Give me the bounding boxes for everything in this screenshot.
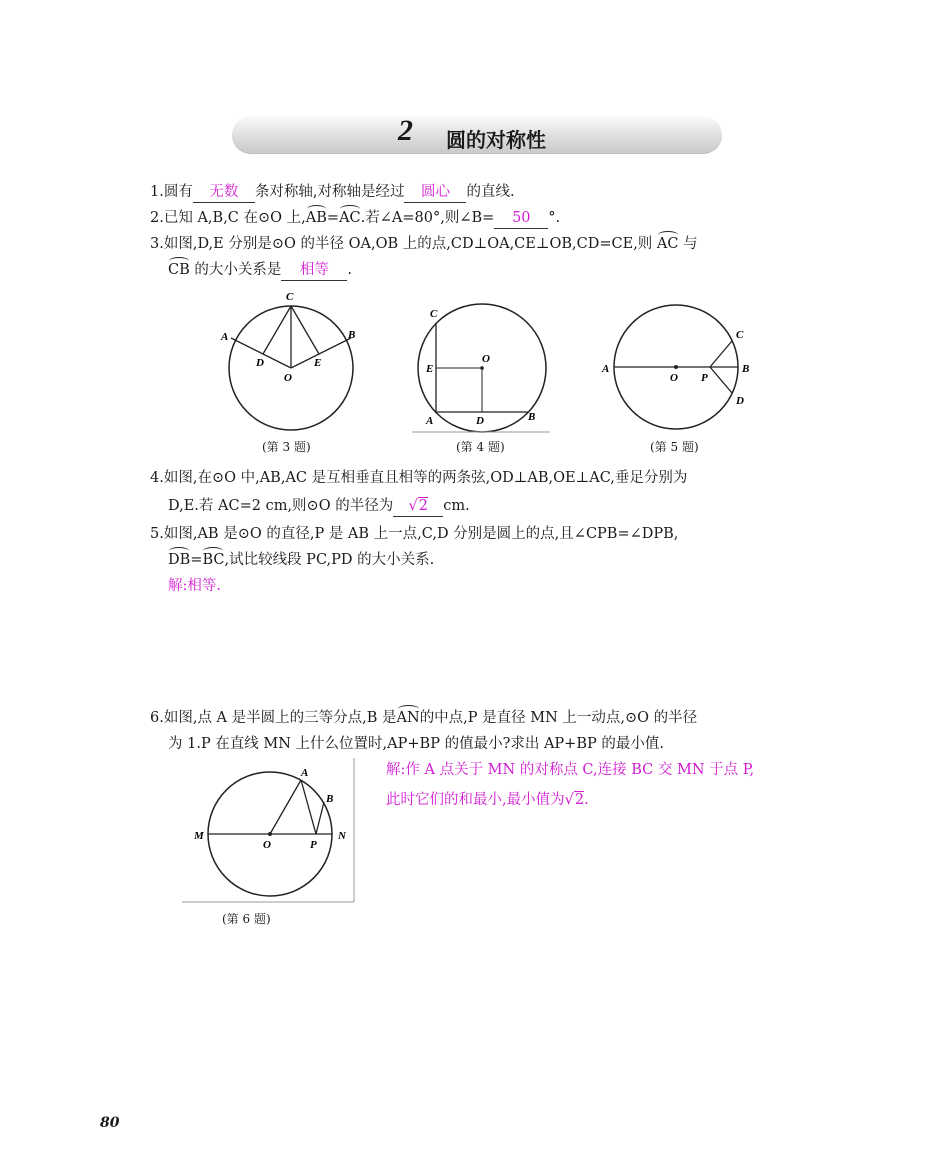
label-d: D <box>476 415 484 427</box>
figure-6 <box>182 758 358 906</box>
question-4-cont: D,E.若 AC=2 cm,则⊙O 的半径为 √2 cm. <box>168 496 470 517</box>
label-b: B <box>326 793 334 805</box>
label-m: M <box>194 830 204 842</box>
question-3: 3.如图,D,E 分别是⊙O 的半径 OA,OB 上的点,CD⊥OA,CE⊥OB,CD=CE,则 AC 与 <box>150 236 698 252</box>
label-b: B <box>348 329 356 341</box>
figure-5 <box>598 300 758 436</box>
label-c: C <box>736 329 744 341</box>
label-p: P <box>310 839 317 851</box>
label-a: A <box>426 415 434 427</box>
label-c: C <box>286 291 294 303</box>
figure-5-caption: (第 5 题) <box>650 440 699 454</box>
figure-4-caption: (第 4 题) <box>456 440 505 454</box>
label-b: B <box>528 411 536 423</box>
question-6-cont: 为 1.P 在直线 MN 上什么位置时,AP+BP 的值最小?求出 AP+BP 的最小值. <box>168 736 664 752</box>
question-5: 5.如图,AB 是⊙O 的直径,P 是 AB 上一点,C,D 分别是圆上的点,且∠CPB=∠DPB, <box>150 526 679 542</box>
answer-blank: 圆心 <box>404 182 466 203</box>
page-number: 80 <box>100 1115 120 1131</box>
section-number: 2 <box>398 114 413 147</box>
question-5-answer: 解:相等. <box>168 578 221 594</box>
label-e: E <box>426 363 434 375</box>
label-d: D <box>256 357 264 369</box>
arc-notation: AC <box>656 236 679 252</box>
arc-notation: AC <box>339 210 361 226</box>
question-6: 6.如图,点 A 是半圆上的三等分点,B 是AN的中点,P 是直径 MN 上一动点,⊙O 的半径 <box>150 710 698 726</box>
label-o: O <box>482 353 490 365</box>
label-a: A <box>301 767 309 779</box>
label-o: O <box>284 372 292 384</box>
answer-blank: 50 <box>494 208 548 229</box>
section-title: 圆的对称性 <box>446 128 546 152</box>
label-c: C <box>430 308 438 320</box>
label-o: O <box>670 372 678 384</box>
question-6-answer-line-2: 此时它们的和最小,最小值为√2. <box>386 792 589 808</box>
answer-blank: √2 <box>393 496 443 517</box>
arc-notation: DB <box>168 552 191 568</box>
arc-notation: AB <box>305 210 327 226</box>
question-5-cont: DB=BC,试比较线段 PC,PD 的大小关系. <box>168 552 435 568</box>
label-d: D <box>736 395 744 407</box>
label-p: P <box>701 372 708 384</box>
label-n: N <box>338 830 346 842</box>
question-6-answer-line-1: 解:作 A 点关于 MN 的对称点 C,连接 BC 交 MN 于点 P, <box>386 762 755 778</box>
figure-3-caption: (第 3 题) <box>262 440 311 454</box>
question-2: 2.已知 A,B,C 在⊙O 上,AB=AC.若∠A=80°,则∠B= 50 °. <box>150 208 560 229</box>
figure-3 <box>218 288 364 434</box>
label-a: A <box>602 363 610 375</box>
label-b: B <box>742 363 750 375</box>
question-4: 4.如图,在⊙O 中,AB,AC 是互相垂直且相等的两条弦,OD⊥AB,OE⊥AC,垂足分别为 <box>150 470 688 486</box>
arc-notation: AN <box>396 710 420 726</box>
label-a: A <box>221 331 229 343</box>
figure-4 <box>410 296 556 436</box>
arc-notation: BC <box>202 552 225 568</box>
label-e: E <box>314 357 322 369</box>
label-o: O <box>263 839 271 851</box>
answer-blank: 相等 <box>281 260 347 281</box>
answer-blank: 无数 <box>193 182 255 203</box>
question-3-cont: CB 的大小关系是 相等 . <box>168 260 352 281</box>
arc-notation: CB <box>168 262 190 278</box>
question-1: 1.圆有 无数 条对称轴,对称轴是经过 圆心 的直线. <box>150 182 515 203</box>
figure-6-caption: (第 6 题) <box>222 912 271 926</box>
